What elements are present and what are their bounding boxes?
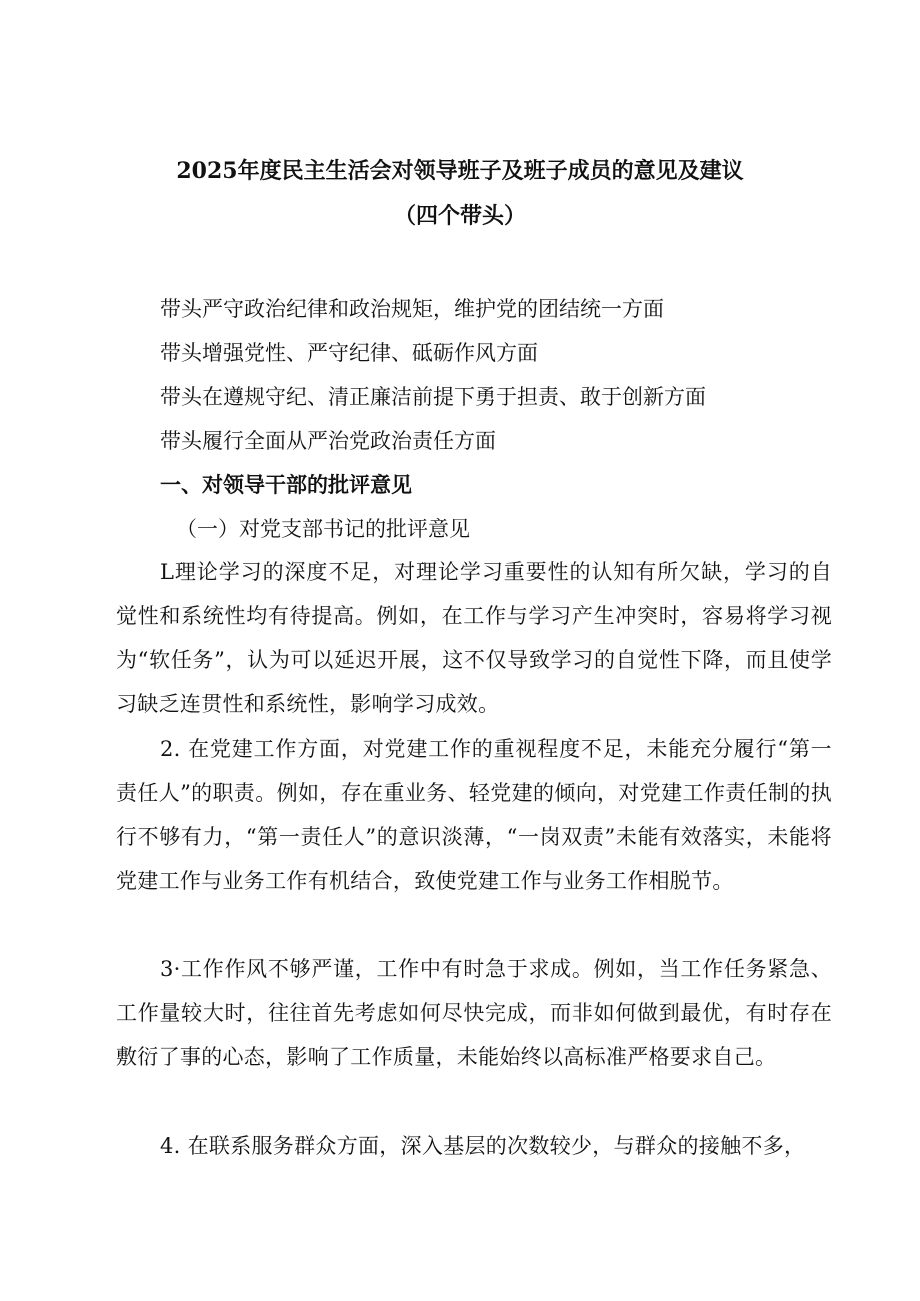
body-paragraph: 3·工作作风不够严谨，工作中有时急于求成。例如，当工作任务紧急、工作量较大时，往往首先考虑如何尽快完成，而非如何做到最优，有时存在敷衍了事的心态，影响了工作质量，未能始终以高标准严格要求自己。	[116, 957, 832, 1069]
body-paragraph: L理论学习的深度不足，对理论学习重要性的认知有所欠缺，学习的自觉性和系统性均有待提高。例如，在工作与学习产生冲突时，容易将学习视为“软任务”，认为可以延迟开展，这不仅导致学习的自觉性下降，而且使学习缺乏连贯性和系统性，影响学习成效。	[116, 560, 832, 716]
body-paragraph: 2. 在党建工作方面，对党建工作的重视程度不足，未能充分履行“第一责任人”的职责。例如，存在重业务、轻党建的倾向，对党建工作责任制的执行不够有力，“第一责任人”的意识淡薄，“一岗双责”未能有效落实，未能将党建工作与业务工作有机结合，致使党建工作与业务工作相脱节。	[116, 737, 832, 893]
topic-item: 带头履行全面从严治党政治责任方面	[160, 429, 496, 453]
document-title: 2025年度民主生活会对领导班子及班子成员的意见及建议	[176, 158, 744, 184]
document-subtitle: （四个带头）	[393, 203, 526, 229]
topic-item: 带头严守政治纪律和政治规矩，维护党的团结统一方面	[160, 297, 664, 321]
topic-item: 带头增强党性、严守纪律、砥砺作风方面	[160, 341, 538, 365]
subsection-heading: （一）对党支部书记的批评意见	[176, 517, 470, 541]
topic-item: 带头在遵规守纪、清正廉洁前提下勇于担责、敢于创新方面	[160, 385, 706, 409]
body-paragraph: 4. 在联系服务群众方面，深入基层的次数较少，与群众的接触不多，	[160, 1134, 806, 1158]
section-heading: 一、对领导干部的批评意见	[160, 472, 412, 497]
